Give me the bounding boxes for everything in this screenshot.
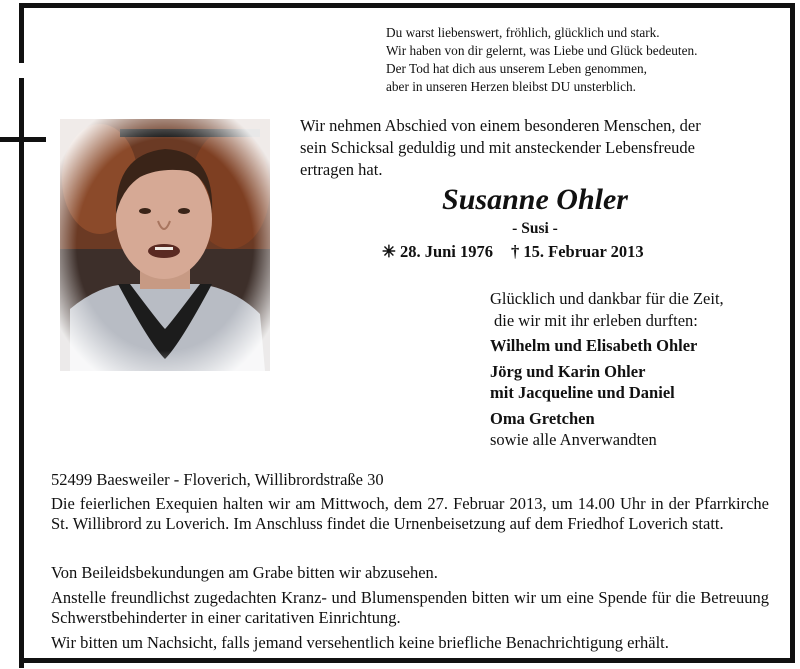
death-date: 15. Februar 2013	[523, 242, 644, 261]
death-cross-icon: †	[511, 242, 520, 261]
family-list	[490, 335, 697, 450]
poem-line: Wir haben von dir gelernt, was Liebe und Glück bedeuten.	[386, 43, 698, 58]
poem-line: Der Tod hat dich aus unserem Leben genommen,	[386, 61, 647, 76]
birth-date: 28. Juni 1976	[399, 242, 494, 261]
poem-line: aber in unseren Herzen bleibst DU unsterblich.	[386, 79, 636, 94]
funeral-paragraph: Die feierlichen Exequien halten wir am Mittwoch, dem 27. Februar 2013, um 14.00 Uhr in der Pfarrkirche St. Willibrord zu Loverich. Im Anschluss findet die Urnenbeisetzung auf dem Friedhof Loverich statt.	[51, 494, 769, 533]
address: 52499 Baesweiler - Floverich, Willibrordstraße 30	[51, 470, 384, 489]
family-member: Wilhelm und Elisabeth Ohler	[490, 336, 698, 355]
thanks-line: Glücklich und dankbar für die Zeit,	[490, 289, 724, 308]
donation-paragraph: Anstelle freundlichst zugedachten Kranz- und Blumenspenden bitten wir um eine Spende für die Betreuung Schwerstbehinderter in einer caritativen Einrichtung.	[51, 588, 769, 627]
deceased-name: Susanne Ohler	[442, 183, 628, 216]
life-dates	[382, 242, 644, 262]
frame-left-segment-bottom	[19, 78, 24, 668]
notice-paragraph: Wir bitten um Nachsicht, falls jemand versehentlich keine briefliche Benachrichtigung erhält.	[51, 633, 669, 652]
intro-text	[300, 115, 780, 181]
intro-line: ertragen hat.	[300, 160, 383, 179]
cross-icon	[0, 137, 46, 142]
thanks-text	[490, 288, 724, 332]
poem-line: Du warst liebenswert, fröhlich, glücklich und stark.	[386, 25, 660, 40]
frame-left-segment-top	[19, 3, 24, 63]
deceased-nickname: - Susi -	[512, 220, 558, 237]
thanks-line: die wir mit ihr erleben durften:	[494, 311, 698, 330]
portrait-photo	[60, 119, 270, 371]
family-member: mit Jacqueline und Daniel	[490, 383, 675, 402]
birth-star-icon: ✳	[382, 242, 396, 261]
family-member: sowie alle Anverwandten	[490, 430, 657, 449]
poem	[386, 24, 697, 96]
family-member: Oma Gretchen	[490, 409, 595, 428]
condolence-paragraph: Von Beileidsbekundungen am Grabe bitten wir abzusehen.	[51, 563, 438, 582]
family-member: Jörg und Karin Ohler	[490, 362, 646, 381]
intro-line: sein Schicksal geduldig und mit ansteckender Lebensfreude	[300, 138, 695, 157]
intro-line: Wir nehmen Abschied von einem besonderen Menschen, der	[300, 116, 701, 135]
